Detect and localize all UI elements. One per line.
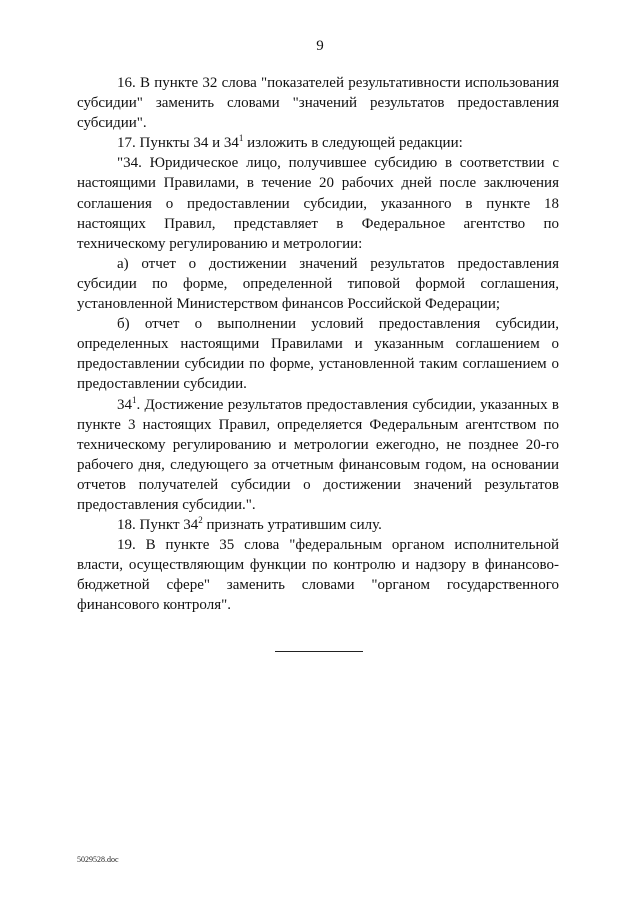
- end-separator-line: [275, 651, 363, 652]
- paragraph-item-18: 18. Пункт $34^2$ признать утратившим силу.: [117, 515, 382, 534]
- paragraph-subitem-b: б) отчет о выполнении условий предоставления субсидии, определенных настоящими Правилами и указанным соглашением о предоставлении субсидии по форме, установленной таким соглашением о предоставлении субсидии.: [77, 316, 559, 393]
- superscript: 1: [238, 133, 244, 144]
- page-number: 9: [316, 38, 324, 54]
- paragraph-subitem-a: а) отчет о достижении значений результатов предоставления субсидии по форме, определенной типовой формой соглашения, установленной Министерством финансов Российской Федерации;: [77, 255, 559, 313]
- superscript: 2: [198, 515, 203, 526]
- document-body: [77, 73, 559, 616]
- paragraph-item-34-1: $34^1$. Достижение результатов предоставления субсидии, указанных в пункте 3 настоящих Правил, определяется Федеральным агентством по техническому регулированию и метрологии ежегодно, не позднее 20-го рабочего дня, следующего за отчетным финансовым годом, на основании отчетов получателей субсидии о достижении значений результатов предоставления субсидии.".: [77, 394, 559, 513]
- superscript: 1: [132, 394, 137, 405]
- paragraph-item-34: "34. Юридическое лицо, получившее субсидию в соответствии с настоящими Правилами, в течение 20 рабочих дней после заключения соглашения о предоставлении субсидии, указанного в пункте 18 настоящих Правил, представляет в Федеральное агентство по техническому регулированию и метрологии:: [77, 155, 559, 252]
- paragraph-item-19: 19. В пункте 35 слова "федеральным органом исполнительной власти, осуществляющим функции по контролю и надзору в финансово-бюджетной сфере" заменить словами "органом государственного финансового контроля".: [77, 537, 559, 614]
- paragraph-item-16: 16. В пункте 32 слова "показателей результативности использования субсидии" заменить словами "значений результатов предоставления субсидии".: [77, 75, 559, 132]
- footer-filename: 5029528.doc: [77, 855, 119, 864]
- paragraph-item-17: 17. Пункты 34 и $34^1$ изложить в следующей редакции:: [117, 133, 463, 152]
